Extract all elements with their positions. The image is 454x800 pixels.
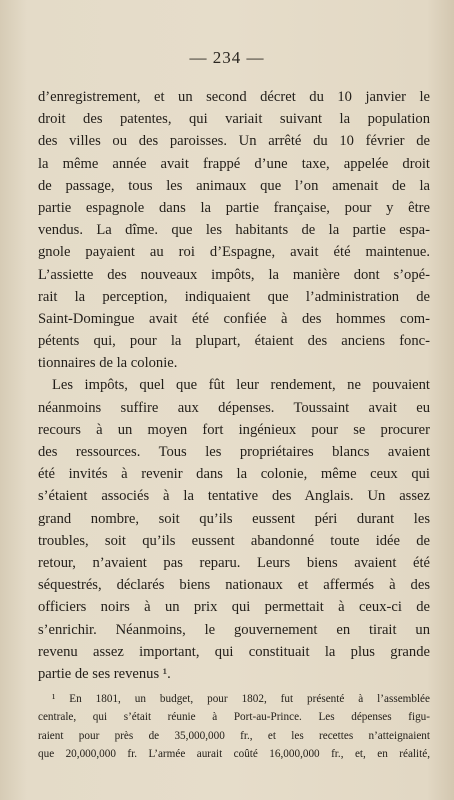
text-line: Saint-Domingue avait été confiée à des hommes com- [38,310,430,327]
text-line: été invités à revenir dans la colonie, même ceux qui [38,466,430,483]
text-line: partie espagnole dans la partie française, pour y être [38,199,430,216]
footnote-line: ¹ En 1801, un budget, pour 1802, fut présenté à l’assemblée [52,693,430,705]
text-line: séquestrés, déclarés biens nationaux et affermés à des [38,577,430,594]
footnote-line: centrale, qui s’était réunie à Port-au-Prince. Les dépenses figu- [38,711,430,724]
body-text [38,86,430,685]
text-line: de passage, tous les animaux que l’on amenait de la [38,177,430,194]
text-line: grand nombre, soit qu’ils eussent péri durant les [38,510,430,527]
page-number: — 234 — [189,48,265,67]
text-line: rait la perception, indiquaient que l’administration de [38,288,430,305]
text-line: pétents qui, pour la plupart, étaient des anciens fonc- [38,333,430,350]
paragraph [38,374,430,685]
text-line: retour, n’avaient pas reparu. Leurs biens avaient été [38,554,430,571]
footnote-line: que 20,000,000 fr. L’armée aurait coûté 16,000,000 fr., et, en réalité, [38,748,430,761]
text-line: s’étaient associés à la tentative des Anglais. Un assez [38,488,430,505]
text-line: vendus. La dîme. que les habitants de la partie espa- [38,222,430,239]
text-line: des villes ou des paroisses. Un arrêté du 10 février de [38,133,430,150]
text-line: recours à un moyen fort ingénieux pour se procurer [38,421,430,438]
text-line: troubles, soit qu’ils eussent abandonné toute idée de [38,532,430,549]
text-line: partie de ses revenus ¹. [38,665,171,682]
text-line: néanmoins suffire aux dépenses. Toussaint avait eu [38,399,430,416]
text-line: des ressources. Tous les propriétaires blancs avaient [38,444,430,460]
text-line: L’assiette des nouveaux impôts, la manière dont s’opé- [38,266,430,283]
footnote-line: raient pour près de 35,000,000 fr., et les recettes n’atteignaient [38,729,430,742]
text-line: droit des patentes, qui variait suivant la population [38,111,430,128]
text-line: d’enregistrement, et un second décret du 10 janvier le [38,89,430,105]
footnote [38,690,430,764]
text-line: la même année avait frappé d’une taxe, appelée droit [38,155,430,172]
text-line: revenu assez important, qui constituait la plus grande [38,643,430,660]
text-line: Les impôts, quel que fût leur rendement, ne pouvaient [52,377,430,394]
text-line: gnole payaient au roi d’Espagne, avait été maintenue. [38,244,430,261]
text-line: officiers noirs à un prix qui permettait à ceux-ci de [38,599,430,616]
text-line: tionnaires de la colonie. [38,355,178,372]
paragraph [38,86,430,374]
text-line: s’enrichir. Néanmoins, le gouvernement en tirait un [38,621,430,638]
